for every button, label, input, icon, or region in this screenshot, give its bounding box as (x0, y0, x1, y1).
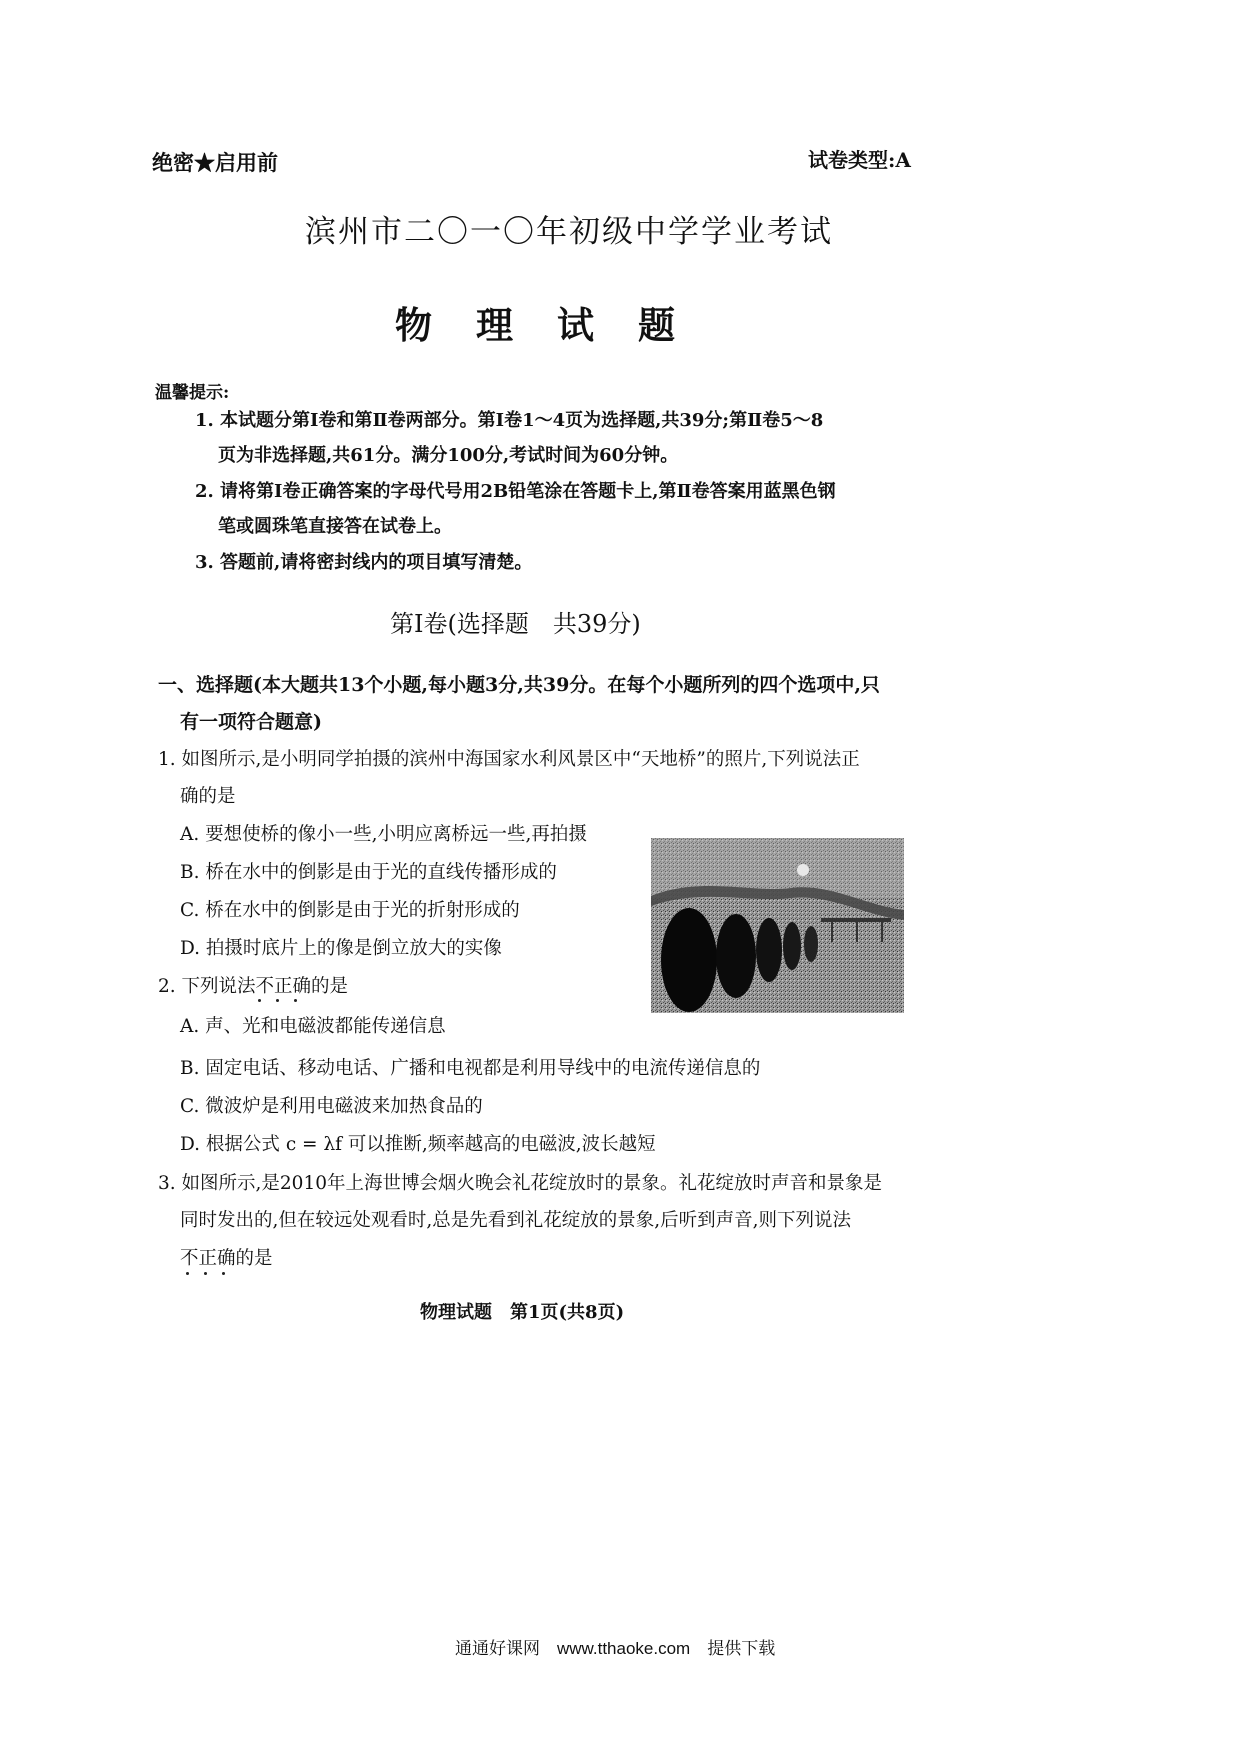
emphasis-dot (276, 999, 279, 1002)
question-2-option-b: B. 固定电话、移动电话、广播和电视都是利用导线中的电流传递信息的 (180, 1058, 761, 1079)
emphasis-dot (258, 999, 261, 1002)
tips-heading: 温馨提示: (155, 383, 230, 403)
question-1-option-c: C. 桥在水中的倒影是由于光的折射形成的 (180, 900, 520, 921)
page-footer: 物理试题 第1页(共8页) (420, 1302, 625, 1323)
question-1-option-d: D. 拍摄时底片上的像是倒立放大的实像 (180, 938, 502, 959)
emphasis-dot (222, 1272, 225, 1275)
tip-line-2-cont: 笔或圆珠笔直接答在试卷上。 (218, 516, 452, 537)
question-3-stem-cont: 同时发出的,但在较远处观看时,总是先看到礼花绽放的景象,后听到声音,则下列说法 (180, 1210, 852, 1231)
question-2-option-d: D. 根据公式 c = λf 可以推断,频率越高的电磁波,波长越短 (180, 1134, 656, 1155)
section-heading-line1: 一、选择题(本大题共13个小题,每小题3分,共39分。在每个小题所列的四个选项中,只 (158, 674, 880, 696)
question-2-option-c: C. 微波炉是利用电磁波来加热食品的 (180, 1096, 483, 1117)
exam-title: 滨州市二〇一〇年初级中学学业考试 (305, 214, 833, 250)
emphasis-dot (186, 1272, 189, 1275)
subject-title: 物理试题 (395, 303, 719, 347)
question-3-stem: 3. 如图所示,是2010年上海世博会烟火晚会礼花绽放时的景象。礼花绽放时声音和景象是 (158, 1173, 882, 1194)
tip-line-1: 1. 本试题分第Ⅰ卷和第Ⅱ卷两部分。第Ⅰ卷1～4页为选择题,共39分;第Ⅱ卷5～8 (195, 410, 824, 431)
question-1-stem: 1. 如图所示,是小明同学拍摄的滨州中海国家水利风景区中“天地桥”的照片,下列说法正 (158, 749, 860, 770)
question-1-stem-cont: 确的是 (180, 786, 236, 807)
question-2-stem: 2. 下列说法不正确的是 (158, 976, 349, 997)
download-watermark: 通通好课网 www.tthaoke.com 提供下载 (455, 1639, 776, 1658)
tip-line-2: 2. 请将第Ⅰ卷正确答案的字母代号用2B铅笔涂在答题卡上,第Ⅱ卷答案用蓝黑色钢 (195, 481, 836, 502)
section-heading-line2: 有一项符合题意) (180, 711, 322, 733)
bridge-photo (651, 838, 904, 1013)
question-2-option-a: A. 声、光和电磁波都能传递信息 (180, 1016, 446, 1037)
part-title: 第Ⅰ卷(选择题 共39分) (390, 610, 641, 638)
tip-line-3: 3. 答题前,请将密封线内的项目填写清楚。 (195, 552, 533, 573)
tip-line-1-cont: 页为非选择题,共61分。满分100分,考试时间为60分钟。 (218, 445, 679, 466)
paper-type-label: 试卷类型:A (808, 148, 911, 172)
question-1-option-b: B. 桥在水中的倒影是由于光的直线传播形成的 (180, 862, 557, 883)
confidential-label: 绝密★启用前 (152, 150, 278, 175)
question-1-option-a: A. 要想使桥的像小一些,小明应离桥远一些,再拍摄 (180, 824, 587, 845)
emphasis-dot (294, 999, 297, 1002)
question-3-stem-cont2: 不正确的是 (180, 1248, 273, 1269)
emphasis-dot (204, 1272, 207, 1275)
